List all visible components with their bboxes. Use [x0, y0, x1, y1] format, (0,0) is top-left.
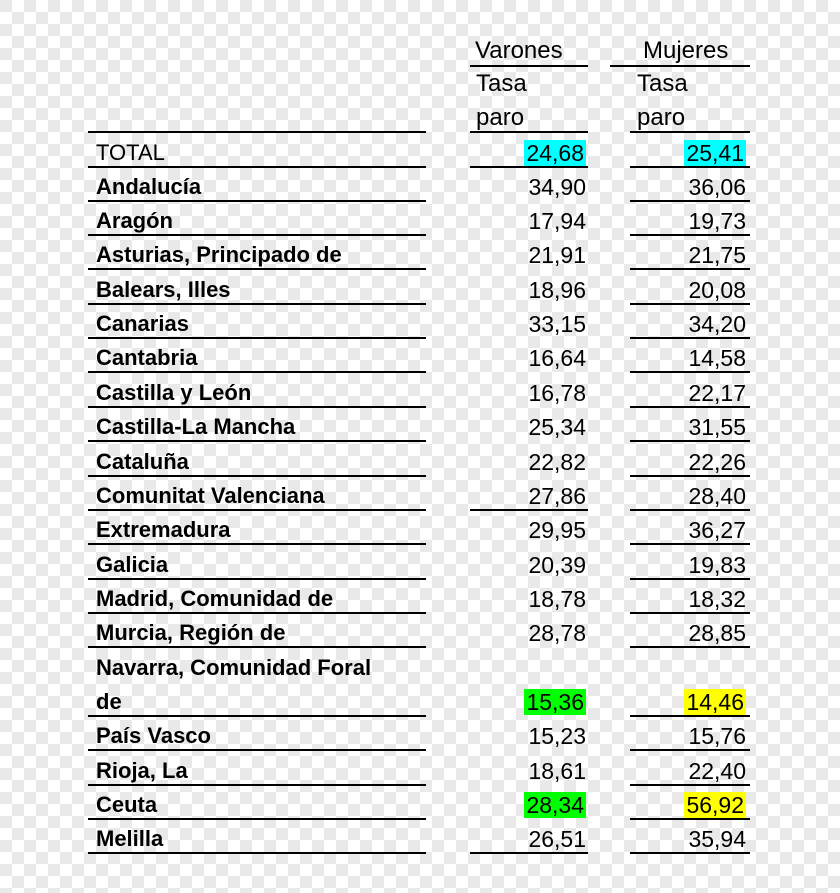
varones-value: 22,82 — [528, 449, 586, 475]
region-label: Rioja, La — [96, 758, 188, 783]
header-rule-varones — [470, 65, 588, 67]
varones-value-text: 28,34 — [526, 792, 584, 818]
rule — [630, 749, 750, 751]
rule — [630, 475, 750, 477]
region-label: Castilla y León — [96, 380, 252, 405]
rule — [470, 509, 588, 511]
rule — [88, 509, 426, 511]
varones-value: 17,94 — [528, 208, 586, 234]
region-label: Melilla — [96, 826, 164, 851]
rule — [470, 166, 588, 168]
region-label: Castilla-La Mancha — [96, 414, 296, 439]
rule — [630, 646, 750, 648]
varones-value: 34,90 — [528, 174, 586, 200]
mujeres-value: 28,85 — [688, 620, 746, 646]
header-mujeres: Mujeres — [643, 37, 729, 64]
mujeres-value: 22,26 — [688, 449, 746, 475]
rule — [88, 337, 426, 339]
rule — [88, 818, 426, 820]
region-label-continued: de — [96, 689, 122, 714]
header-varones: Varones — [475, 37, 563, 64]
mujeres-value: 31,55 — [688, 414, 746, 440]
region-label: Aragón — [96, 208, 173, 233]
mujeres-value — [684, 689, 746, 715]
header-rule-mujeres — [610, 65, 750, 67]
rule — [88, 749, 426, 751]
varones-value — [524, 140, 586, 166]
rule — [630, 818, 750, 820]
region-label: Ceuta — [96, 792, 158, 817]
region-label: Asturias, Principado de — [96, 242, 342, 267]
region-label: Murcia, Región de — [96, 620, 286, 645]
varones-value: 16,64 — [528, 345, 586, 371]
region-label: Comunitat Valenciana — [96, 483, 325, 508]
varones-value-text: 15,36 — [526, 689, 584, 715]
region-label: País Vasco — [96, 723, 211, 748]
mujeres-value: 19,73 — [688, 208, 746, 234]
mujeres-value: 14,58 — [688, 345, 746, 371]
rule — [88, 303, 426, 305]
rule — [630, 440, 750, 442]
subheader-varones-paro: paro — [476, 104, 525, 131]
region-label: Balears, Illes — [96, 277, 231, 302]
region-label: Extremadura — [96, 517, 231, 542]
rule — [630, 509, 750, 511]
rule — [630, 371, 750, 373]
rule — [630, 268, 750, 270]
rule — [630, 612, 750, 614]
rule — [470, 852, 588, 854]
varones-value: 20,39 — [528, 552, 586, 578]
rule — [630, 406, 750, 408]
rule — [630, 715, 750, 717]
varones-value: 18,61 — [528, 758, 586, 784]
subheader-mujeres-tasa: Tasa — [637, 70, 688, 97]
varones-value — [524, 689, 586, 715]
mujeres-value — [684, 792, 746, 818]
mujeres-value: 21,75 — [688, 242, 746, 268]
rule — [88, 646, 426, 648]
mujeres-value: 20,08 — [688, 277, 746, 303]
rule — [630, 784, 750, 786]
mujeres-value-text: 56,92 — [686, 792, 744, 818]
rule — [88, 612, 426, 614]
rule — [630, 578, 750, 580]
region-label: Madrid, Comunidad de — [96, 586, 334, 611]
varones-value: 28,78 — [528, 620, 586, 646]
rule — [630, 200, 750, 202]
varones-value: 25,34 — [528, 414, 586, 440]
rule — [88, 852, 426, 854]
rule — [88, 406, 426, 408]
mujeres-value: 28,40 — [688, 483, 746, 509]
varones-value: 27,86 — [528, 483, 586, 509]
mujeres-value-text: 25,41 — [686, 140, 744, 166]
mujeres-value: 36,27 — [688, 517, 746, 543]
region-label: Navarra, Comunidad Foral — [96, 655, 372, 680]
mujeres-value: 22,40 — [688, 758, 746, 784]
varones-value: 18,96 — [528, 277, 586, 303]
rule — [88, 371, 426, 373]
varones-value: 21,91 — [528, 242, 586, 268]
rule — [630, 852, 750, 854]
rule — [88, 784, 426, 786]
mujeres-value: 35,94 — [688, 826, 746, 852]
rule — [88, 578, 426, 580]
rule — [88, 475, 426, 477]
mujeres-value — [684, 140, 746, 166]
mujeres-value: 19,83 — [688, 552, 746, 578]
rule — [88, 234, 426, 236]
region-label: TOTAL — [96, 140, 165, 165]
rule — [88, 715, 426, 717]
region-label: Canarias — [96, 311, 189, 336]
mujeres-value-text: 14,46 — [686, 689, 744, 715]
varones-value: 33,15 — [528, 311, 586, 337]
varones-value-text: 24,68 — [526, 140, 584, 166]
region-label: Cataluña — [96, 449, 189, 474]
rule — [470, 131, 588, 133]
varones-value: 15,23 — [528, 723, 586, 749]
subheader-varones-tasa: Tasa — [476, 70, 527, 97]
rule — [88, 440, 426, 442]
rule — [630, 131, 750, 133]
varones-value — [524, 792, 586, 818]
mujeres-value: 18,32 — [688, 586, 746, 612]
region-label: Galicia — [96, 552, 169, 577]
rule — [88, 268, 426, 270]
rule — [88, 200, 426, 202]
mujeres-value: 36,06 — [688, 174, 746, 200]
rule — [630, 166, 750, 168]
subheader-mujeres-paro: paro — [637, 104, 686, 131]
varones-value: 26,51 — [528, 826, 586, 852]
region-label: Cantabria — [96, 345, 198, 370]
varones-value: 18,78 — [528, 586, 586, 612]
rule — [630, 543, 750, 545]
region-label: Andalucía — [96, 174, 202, 199]
mujeres-value: 34,20 — [688, 311, 746, 337]
rule — [630, 337, 750, 339]
rule — [630, 234, 750, 236]
rule — [630, 303, 750, 305]
varones-value: 16,78 — [528, 380, 586, 406]
mujeres-value: 22,17 — [688, 380, 746, 406]
rule — [88, 543, 426, 545]
varones-value: 29,95 — [528, 517, 586, 543]
mujeres-value: 15,76 — [688, 723, 746, 749]
rule — [88, 166, 426, 168]
rule — [88, 131, 426, 133]
